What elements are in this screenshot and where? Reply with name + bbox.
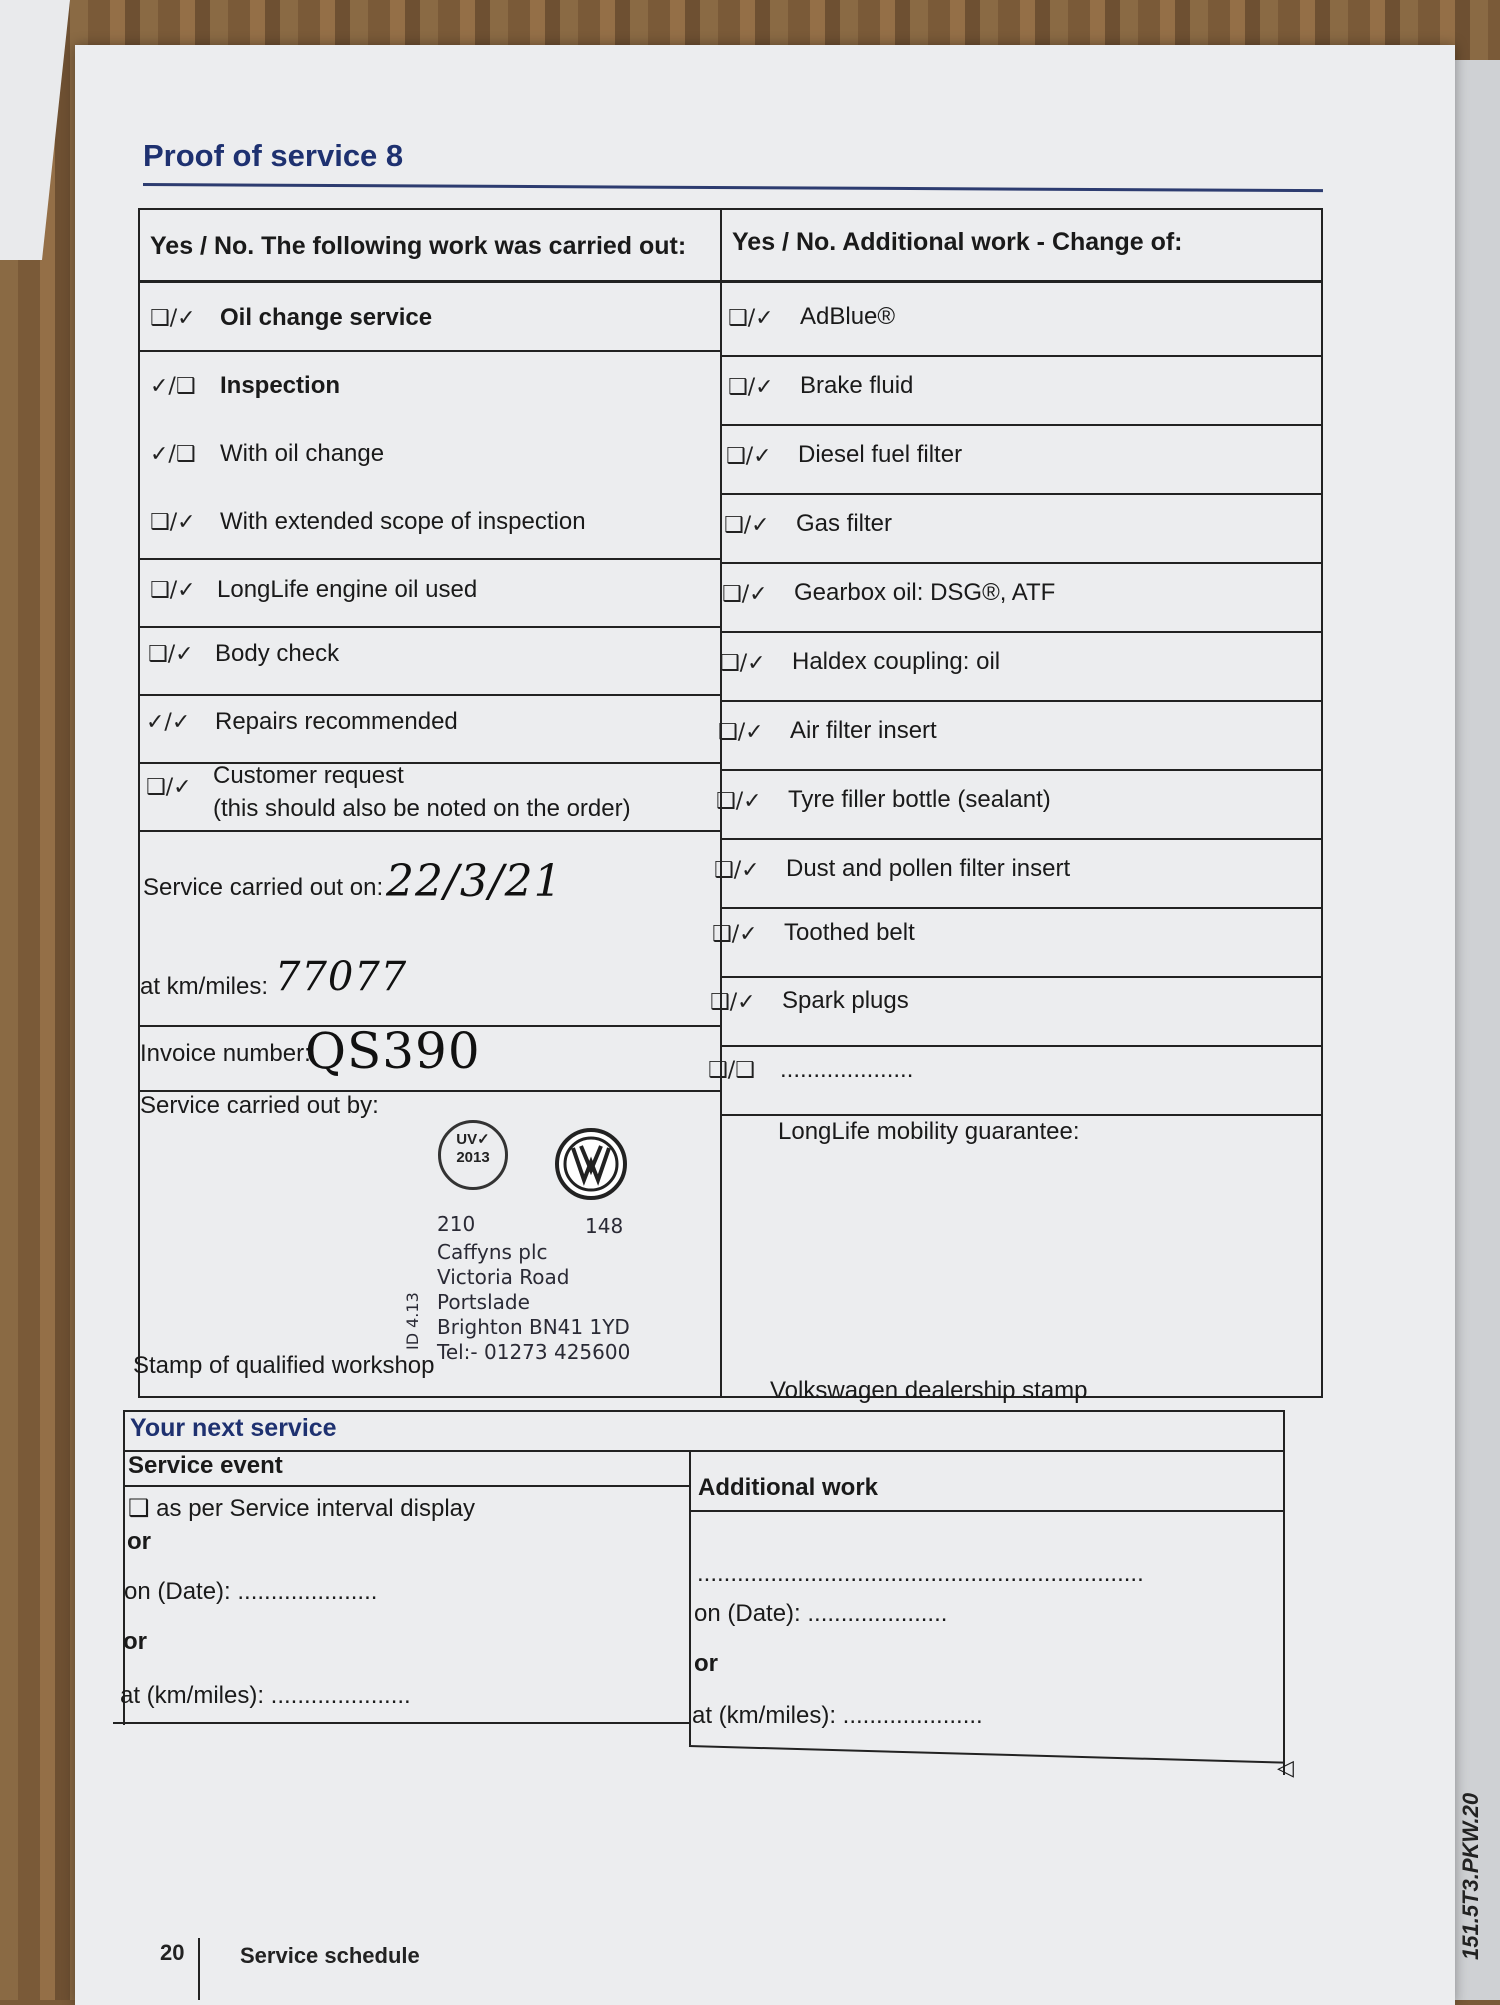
right-header: Yes / No. Additional work - Change of:	[732, 228, 1183, 256]
continue-triangle-icon: ◁	[1277, 1755, 1294, 1780]
additional-work-header: Additional work	[698, 1474, 878, 1501]
km-label: at km/miles:	[140, 973, 269, 1000]
uv-line1: UV✓	[456, 1131, 490, 1148]
checkbox-extended-scope[interactable]: ❑/✓	[150, 510, 196, 535]
stamp-label: Stamp of qualified workshop	[133, 1352, 435, 1379]
item-haldex: Haldex coupling: oil	[792, 648, 1001, 675]
item-longlife-oil: LongLife engine oil used	[217, 576, 478, 603]
row-rule	[720, 976, 1323, 978]
item-tyre-filler: Tyre filler bottle (sealant)	[788, 786, 1051, 813]
checkbox-pollen-filter[interactable]: ❑/✓	[714, 858, 760, 883]
vw-logo-icon	[559, 1132, 623, 1196]
next-service-left-border	[123, 1410, 125, 1725]
stamp-code-left: 210	[437, 1212, 476, 1236]
row-rule	[720, 1114, 1323, 1116]
item-repairs-recommended: Repairs recommended	[215, 708, 458, 735]
uv-badge	[438, 1120, 508, 1190]
row-rule	[720, 769, 1323, 771]
additional-at-km-field[interactable]: at (km/miles): .....................	[692, 1702, 983, 1729]
service-date-value: 22/3/21	[386, 856, 563, 907]
checkbox-gearbox-oil[interactable]: ❑/✓	[722, 582, 768, 607]
checkbox-other[interactable]: ❑/❑	[708, 1058, 755, 1083]
item-spark-plugs: Spark plugs	[782, 987, 909, 1014]
checkbox-air-filter[interactable]: ❑/✓	[718, 720, 764, 745]
side-code: 151.5T3.PKW.20	[1458, 1792, 1483, 1960]
carried-by-label: Service carried out by:	[140, 1092, 379, 1119]
row-rule	[720, 700, 1323, 702]
checkbox-customer-request[interactable]: ❑/✓	[146, 775, 192, 800]
next-service-top-rule	[123, 1410, 1283, 1412]
additional-on-date-field[interactable]: on (Date): .....................	[694, 1600, 948, 1627]
row-rule	[138, 626, 720, 628]
row-rule	[720, 424, 1323, 426]
item-customer-request: Customer request	[213, 762, 404, 789]
next-service-title-rule	[123, 1450, 1283, 1452]
checkbox-haldex[interactable]: ❑/✓	[720, 651, 766, 676]
stamp-line-phone: Tel:- 01273 425600	[437, 1340, 631, 1364]
checkbox-repairs-recommended[interactable]: ✓/✓	[146, 710, 191, 735]
stamp-line-city: Brighton BN41 1YD	[437, 1315, 630, 1339]
interval-checkbox-label[interactable]: ❑ as per Service interval display	[128, 1495, 475, 1522]
stamp-code-right: 148	[585, 1214, 624, 1238]
longlife-guarantee-label: LongLife mobility guarantee:	[778, 1118, 1080, 1145]
page-number: 20	[160, 1940, 185, 1965]
item-gas-filter: Gas filter	[796, 510, 893, 537]
checkbox-oil-change[interactable]: ❑/✓	[150, 306, 196, 331]
customer-request-note: (this should also be noted on the order)	[213, 795, 631, 822]
item-pollen-filter: Dust and pollen filter insert	[786, 855, 1071, 882]
row-rule	[720, 838, 1323, 840]
row-rule	[138, 350, 720, 352]
service-date-label: Service carried out on:	[143, 874, 384, 901]
row-rule	[138, 694, 720, 696]
item-other-blank: ....................	[780, 1056, 914, 1083]
item-air-filter: Air filter insert	[790, 717, 937, 744]
checkbox-spark-plugs[interactable]: ❑/✓	[710, 990, 756, 1015]
checkbox-toothed-belt[interactable]: ❑/✓	[712, 922, 758, 947]
invoice-label: Invoice number:	[140, 1040, 311, 1067]
item-body-check: Body check	[215, 640, 340, 667]
row-rule	[720, 907, 1323, 909]
checkbox-longlife-oil[interactable]: ❑/✓	[150, 578, 196, 603]
item-with-oil-change: With oil change	[220, 440, 385, 467]
left-header: Yes / No. The following work was carried out:	[150, 232, 687, 260]
invoice-value: QS390	[305, 1022, 481, 1080]
service-event-header: Service event	[128, 1452, 283, 1479]
next-service-header-rule	[123, 1485, 689, 1487]
item-toothed-belt: Toothed belt	[784, 919, 915, 946]
checkbox-brake-fluid[interactable]: ❑/✓	[728, 375, 774, 400]
next-service-right-border	[1283, 1410, 1285, 1775]
row-rule	[138, 558, 720, 560]
footer-divider	[198, 1938, 200, 2000]
next-service-divider	[689, 1450, 691, 1745]
item-extended-scope: With extended scope of inspection	[220, 508, 586, 535]
next-at-km-field[interactable]: at (km/miles): .....................	[120, 1682, 411, 1709]
header-rule	[138, 280, 1323, 283]
item-oil-change-service: Oil change service	[220, 304, 433, 331]
item-inspection: Inspection	[220, 372, 341, 399]
additional-header-rule	[689, 1510, 1283, 1512]
row-rule	[720, 562, 1323, 564]
row-rule	[720, 493, 1323, 495]
row-rule	[138, 830, 720, 832]
checkbox-gas-filter[interactable]: ❑/✓	[724, 513, 770, 538]
row-rule	[720, 355, 1323, 357]
checkbox-with-oil-change[interactable]: ✓/❑	[150, 442, 196, 467]
checkbox-diesel-filter[interactable]: ❑/✓	[726, 444, 772, 469]
checkbox-adblue[interactable]: ❑/✓	[728, 306, 774, 331]
uv-line2: 2013	[456, 1149, 490, 1166]
next-service-bottom-rule-left	[113, 1722, 689, 1724]
item-diesel-filter: Diesel fuel filter	[798, 441, 963, 468]
checkbox-tyre-filler[interactable]: ❑/✓	[716, 789, 762, 814]
row-rule	[720, 631, 1323, 633]
or-label-2: or	[123, 1628, 147, 1655]
or-label-3: or	[694, 1650, 718, 1677]
additional-work-dotted-line[interactable]: ...................................................................	[697, 1560, 1144, 1587]
footer-section: Service schedule	[240, 1943, 420, 1968]
or-label-1: or	[127, 1528, 151, 1555]
item-brake-fluid: Brake fluid	[800, 372, 914, 399]
item-gearbox-oil: Gearbox oil: DSG®, ATF	[794, 579, 1056, 606]
stamp-line-town: Portslade	[437, 1290, 530, 1314]
next-service-title: Your next service	[130, 1414, 337, 1442]
stamp-line-road: Victoria Road	[437, 1265, 570, 1289]
row-rule	[720, 1045, 1323, 1047]
page-title: Proof of service 8	[143, 138, 404, 173]
dealer-stamp-label: Volkswagen dealership stamp	[770, 1377, 1088, 1404]
stamp-side-id: ID 4.13	[403, 1292, 422, 1350]
checkbox-inspection[interactable]: ✓/❑	[150, 374, 196, 399]
checkbox-body-check[interactable]: ❑/✓	[148, 642, 194, 667]
km-value: 77077	[275, 954, 408, 1000]
stamp-line-company: Caffyns plc	[437, 1240, 548, 1264]
item-adblue: AdBlue®	[800, 303, 896, 330]
next-on-date-field[interactable]: on (Date): .....................	[124, 1578, 378, 1605]
vw-logo	[555, 1128, 627, 1200]
